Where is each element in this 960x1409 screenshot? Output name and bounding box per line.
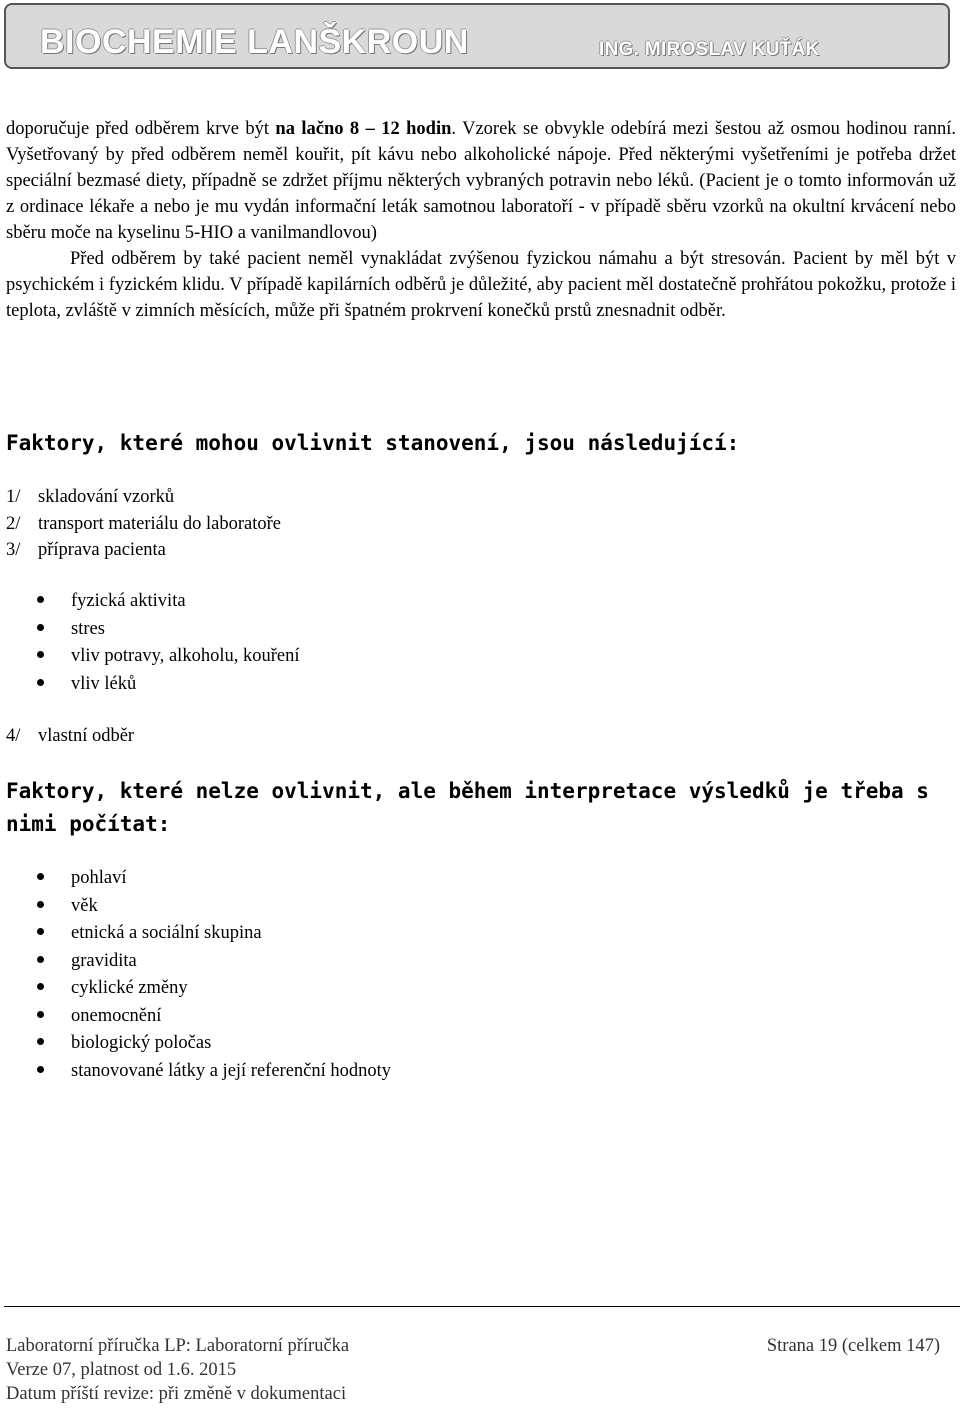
list-item	[37, 671, 299, 699]
bullet-icon	[37, 901, 44, 908]
item-number: 2/	[6, 513, 21, 534]
bullet-label: pohlaví	[71, 868, 127, 888]
influenceable-factors-list	[6, 484, 281, 564]
section-heading-non-influenceable: Faktory, které nelze ovlivnit, ale během interpretace výsledků je třeba s nimi počítat:	[6, 779, 929, 836]
bullet-icon	[37, 983, 44, 990]
footer-divider	[4, 1306, 960, 1307]
bullet-label: vliv potravy, alkoholu, kouření	[71, 646, 300, 666]
list-item	[6, 484, 281, 511]
page-footer	[6, 1334, 940, 1406]
footer-row	[6, 1358, 940, 1382]
list-item	[6, 537, 281, 564]
list-item	[6, 723, 134, 750]
list-item	[37, 1003, 391, 1031]
footer-page-number: Strana 19 (celkem 147)	[766, 1336, 940, 1356]
list-item	[37, 1030, 391, 1058]
page-header	[4, 3, 950, 69]
bullet-icon	[37, 1066, 44, 1073]
item-number: 4/	[6, 726, 21, 746]
list-item	[37, 893, 391, 921]
list-item	[6, 511, 281, 538]
header-author: ING. MIROSLAV KUŤÁK	[599, 39, 820, 60]
influenceable-factors-list-continued	[6, 723, 134, 750]
list-item	[37, 1058, 391, 1086]
list-item	[37, 920, 391, 948]
bullet-icon	[37, 1011, 44, 1018]
bullet-icon	[37, 651, 44, 658]
patient-preparation-bullets	[37, 588, 299, 698]
item-label: transport materiálu do laboratoře	[38, 513, 281, 534]
intro-paragraph-2: Před odběrem by také pacient neměl vynakládat zvýšenou fyzickou námahu a být stresován. Pacient by měl být v psychickém i fyzickém klidu. V případě kapilárních odběrů je důležité, aby pacient měl dostatečně prohřátou pokožku, protože i teplota, zvláště v zimních měsících, může při špatném prokrvení konečků prstů znesnadnit odběr.	[6, 249, 956, 321]
bullet-icon	[37, 1038, 44, 1045]
header-title: BIOCHEMIE LANŠKROUN	[40, 23, 469, 61]
bullet-label: věk	[71, 895, 98, 916]
section-heading-influenceable: Faktory, které mohou ovlivnit stanovení, jsou následující:	[6, 431, 740, 455]
bullet-icon	[37, 873, 44, 880]
bullet-icon	[37, 596, 44, 603]
bullet-label: biologický poločas	[71, 1033, 212, 1053]
bullet-label: stanovované látky a její referenční hodnoty	[71, 1060, 392, 1081]
footer-revision: Datum příští revize: při změně v dokumentaci	[6, 1384, 347, 1404]
intro-text-part-1: doporučuje před odběrem krve být	[6, 119, 276, 139]
intro-text	[6, 116, 956, 324]
list-item	[37, 865, 391, 893]
bullet-label: onemocnění	[71, 1005, 162, 1026]
footer-version: Verze 07, platnost od 1.6. 2015	[6, 1360, 237, 1380]
intro-text-part-2: . Vzorek se obvykle odebírá mezi šestou až osmou hodinou ranní. Vyšetřovaný by před odběrem neměl kouřit, pít kávu nebo alkoholické nápoje. Před některými vyšetřeními je potřeba držet speciální bezmasé diety, případně se zdržet příjmu některých vybraných potravin nebo léků. (Pacient je o tomto informován už z ordinace lékaře a nebo je mu vydán informační leták samotnou laboratoří - v případě sběru vzorků na okultní krvácení nebo sběru moče na kyselinu 5-HIO a vanilmandlovou)	[6, 119, 956, 243]
bullet-label: vliv léků	[71, 673, 137, 694]
item-label: skladování vzorků	[38, 487, 175, 507]
footer-document-name: Laboratorní příručka LP: Laboratorní příručka	[6, 1336, 350, 1356]
bullet-label: fyzická aktivita	[71, 591, 186, 611]
footer-row	[6, 1382, 940, 1406]
fasting-emphasis: na lačno 8 – 12 hodin	[275, 119, 452, 139]
list-item	[37, 643, 299, 671]
item-label: vlastní odběr	[38, 726, 135, 746]
footer-row	[6, 1334, 940, 1358]
item-label: příprava pacienta	[38, 540, 166, 560]
bullet-icon	[37, 956, 44, 963]
bullet-label: cyklické změny	[71, 978, 188, 998]
bullet-icon	[37, 928, 44, 935]
list-item	[37, 948, 391, 976]
list-item	[37, 616, 299, 644]
intro-paragraph-1	[6, 116, 956, 246]
item-number: 3/	[6, 540, 21, 560]
bullet-label: gravidita	[71, 950, 137, 971]
bullet-label: etnická a sociální skupina	[71, 923, 262, 943]
bullet-label: stres	[71, 618, 105, 639]
bullet-icon	[37, 624, 44, 631]
list-item	[37, 588, 299, 616]
non-influenceable-factors-bullets	[37, 865, 391, 1085]
bullet-icon	[37, 679, 44, 686]
item-number: 1/	[6, 487, 21, 507]
list-item	[37, 975, 391, 1003]
